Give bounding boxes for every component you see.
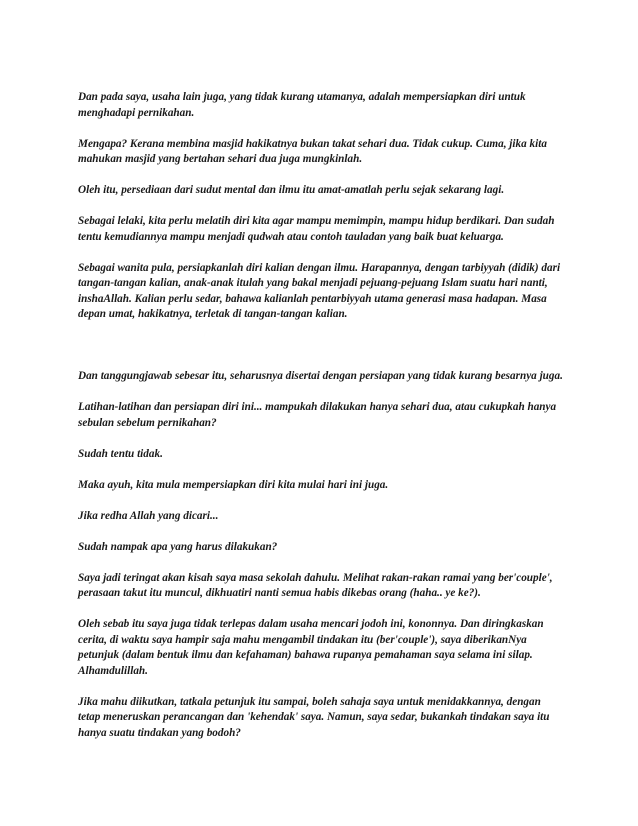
paragraph: Oleh sebab itu saya juga tidak terlepas dalam usaha mencari jodoh ini, kononnya. Dan diringkaskan cerita, di waktu saya hampir saja mahu mengambil tindakan itu (ber'couple'), saya diberikanNya petunjuk (dalam bentuk ilmu dan kefahaman) bahawa rupanya pemahaman saya selama ini silap. Alhamdulillah. <box>78 618 544 677</box>
paragraph: Maka ayuh, kita mula mempersiapkan diri kita mulai hari ini juga. <box>78 478 389 491</box>
paragraph: Sudah nampak apa yang harus dilakukan? <box>78 540 278 553</box>
paragraph: Mengapa? Kerana membina masjid hakikatnya bukan takat sehari dua. Tidak cukup. Cuma, jika kita mahukan masjid yang bertahan sehari dua jugа mungkinlah. <box>78 137 547 165</box>
paragraph: Sebagai lelaki, kita perlu melatih diri kita agar mampu memimpin, mampu hidup berdikari. Dan sudah tentu kemudiannya mampu menjadi qudwah atau contoh tauladan yang baik buat keluarga. <box>78 215 555 243</box>
paragraph: Dan pada saya, usaha lain juga, yang tidak kurang utamanya, adalah mempersiapkan diri untuk menghadapi pernikahan. <box>78 91 526 119</box>
paragraph: Sebagai wanita pula, persiapkanlah diri kalian dengan ilmu. Harapannya, dengan tarbiyyah (didik) dari tangan-tangan kalian, anak-anak itulah yang bakal menjadi pejuang-pejuang Islam suatu hari nanti, inshaAllah. Kalian perlu sedar, bahawa kalianlah pentarbiyyah utama generasi masa hadapan. Masa depan umat, hakikatnya, terletak di tangan-tangan kalian. <box>78 261 561 320</box>
paragraph: Sudah tentu tidak. <box>78 447 163 460</box>
paragraph: Jika mahu diikutkan, tatkala petunjuk itu sampai, boleh sahaja saya untuk menidakkannya, dengan tetap meneruskan perancangan dan 'kehendak' saya. Namun, saya sedar, bukankah tindakan saya itu hanya suatu tindakan yang bodoh? <box>78 695 550 739</box>
paragraph: Oleh itu, persediaan dari sudut mental dan ilmu itu amat-amatlah perlu sejak sekarang lagi. <box>78 184 505 196</box>
paragraph: Latihan-latihan dan persiapan diri ini... mampukah dilakukan hanya sehari dua, atau cukupkah hanya sebulan sebelum pernikahan? <box>78 401 557 429</box>
section-gap <box>78 338 564 369</box>
paragraph: Saya jadi teringat akan kisah saya masa sekolah dahulu. Melihat rakan-rakan ramai yang ber'couple', perasaan takut itu muncul, dikhuatiri nanti semua habis dikebas orang (haha.. ye ke?). <box>78 571 553 599</box>
paragraph: Jika redha Allah yang dicari... <box>78 509 219 522</box>
document-body <box>78 90 564 757</box>
paragraph: Dan tanggungjawab sebesar itu, seharusnya disertai dengan persiapan yang tidak kurang besarnya juga. <box>78 370 563 382</box>
